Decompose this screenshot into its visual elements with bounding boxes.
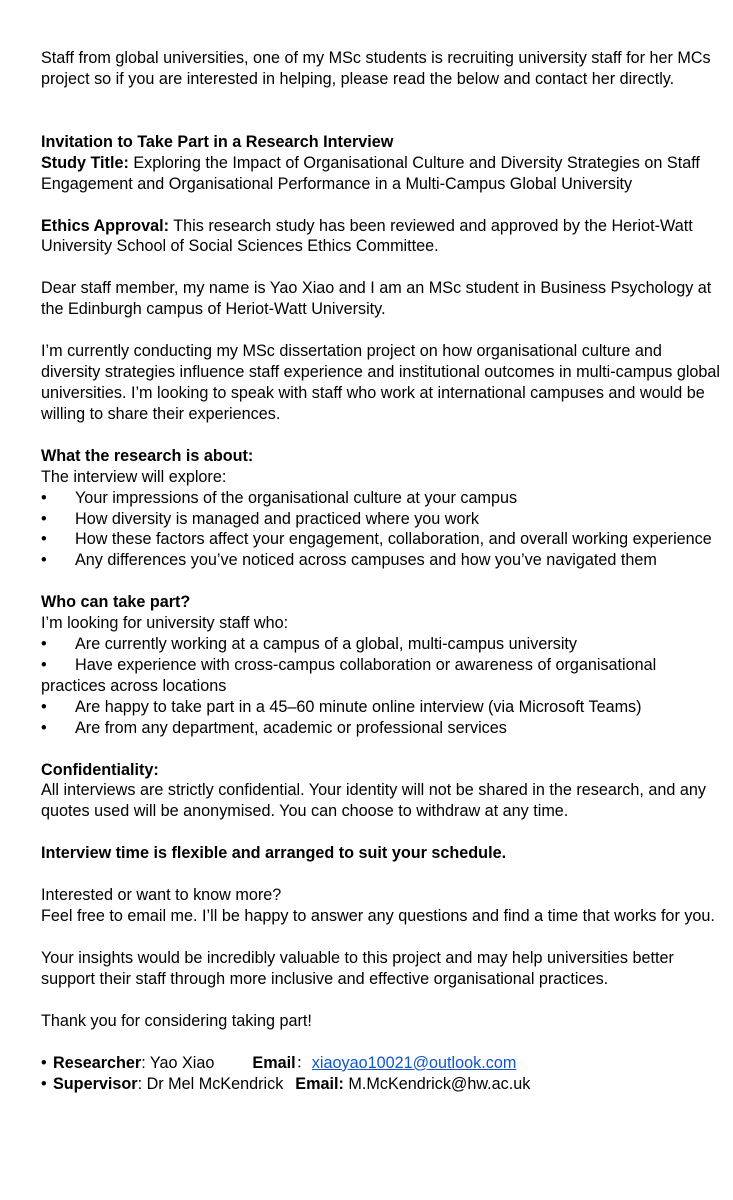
bullet-icon: • [41, 718, 47, 737]
list-item: • Your impressions of the organisational culture at your campus [41, 488, 518, 507]
bullet-icon: • [41, 1053, 47, 1072]
confidentiality-heading: Confidentiality: [41, 760, 159, 779]
email-separator: ： [295, 1053, 312, 1072]
email-invite: Feel free to email me. I’ll be happy to answer any questions and find a time that works for you. [41, 907, 715, 926]
supervisor-name: : Dr Mel McKendrick [137, 1074, 284, 1093]
confidentiality-text: All interviews are strictly confidential. Your identity will not be shared in the research, and any quotes used will be anonymised. You can choose to withdraw at any time. [41, 781, 706, 821]
researcher-email-link[interactable]: xiaoyao10021@outlook.com [311, 1053, 517, 1072]
bullet-icon: • [41, 655, 47, 674]
list-item: • Are happy to take part in a 45–60 minute online interview (via Microsoft Teams) [41, 697, 642, 716]
list-item: • Are currently working at a campus of a global, multi-campus university [41, 635, 578, 654]
intro-paragraph: Staff from global universities, one of my MSc students is recruiting university staff for her MCs project so if you are interested in helping, please read the below and contact her directly. [41, 49, 711, 88]
study-title [41, 153, 721, 195]
supervisor-label: Supervisor [53, 1074, 138, 1093]
supervisor-contact [41, 1074, 721, 1095]
interested-line: Interested or want to know more? [41, 886, 282, 905]
who-lead: I’m looking for university staff who: [41, 614, 289, 633]
ethics-label: Ethics Approval: [41, 216, 170, 235]
supervisor-email[interactable]: M.McKendrick@hw.ac.uk [348, 1074, 531, 1093]
flexible-note: Interview time is flexible and arranged to suit your schedule. [41, 844, 507, 863]
research-lead: The interview will explore: [41, 467, 227, 486]
researcher-label: Researcher [53, 1053, 142, 1072]
who-heading: Who can take part? [41, 593, 191, 612]
project-paragraph: I’m currently conducting my MSc dissertation project on how organisational culture and diversity strategies influence staff experience and institutional outcomes in multi-campus global universities. I’m looking to speak with staff who work at international campuses and would be willing to share their experiences. [41, 342, 721, 423]
study-title-text: Exploring the Impact of Organisational Culture and Diversity Strategies on Staff Engagement and Organisational Performance in a Multi-Campus Global University [41, 153, 700, 193]
list-item: • Have experience with cross-campus collaboration or awareness of organisational practices across locations [41, 655, 657, 695]
bullet-icon: • [41, 551, 47, 570]
bullet-icon: • [41, 509, 47, 528]
study-title-label: Study Title: [41, 153, 129, 172]
researcher-name: : Yao Xiao [141, 1053, 215, 1072]
bullet-icon: • [41, 1074, 47, 1093]
value-paragraph: Your insights would be incredibly valuable to this project and may help universities better support their staff through more inclusive and effective organisational practices. [41, 949, 674, 988]
thanks-line: Thank you for considering taking part! [41, 1011, 312, 1030]
greeting-paragraph: Dear staff member, my name is Yao Xiao and I am an MSc student in Business Psychology at the Edinburgh campus of Heriot-Watt University. [41, 279, 712, 319]
document-body [41, 48, 721, 1095]
researcher-contact [41, 1053, 721, 1074]
ethics-approval [41, 216, 721, 258]
list-item: • How diversity is managed and practiced where you work [41, 509, 479, 528]
bullet-icon: • [41, 488, 47, 507]
list-item: • Are from any department, academic or professional services [41, 718, 507, 737]
list-item: • How these factors affect your engagement, collaboration, and overall working experience [41, 530, 712, 549]
ethics-text: This research study has been reviewed and approved by the Heriot-Watt University School of Social Sciences Ethics Committee. [41, 216, 693, 256]
list-item: • Any differences you’ve noticed across campuses and how you’ve navigated them [41, 551, 657, 570]
bullet-icon: • [41, 530, 47, 549]
research-heading: What the research is about: [41, 446, 254, 465]
bullet-icon: • [41, 635, 47, 654]
researcher-email-label: Email [252, 1053, 296, 1072]
invitation-heading: Invitation to Take Part in a Research Interview [41, 132, 394, 151]
supervisor-email-label: Email: [295, 1074, 344, 1093]
bullet-icon: • [41, 697, 47, 716]
